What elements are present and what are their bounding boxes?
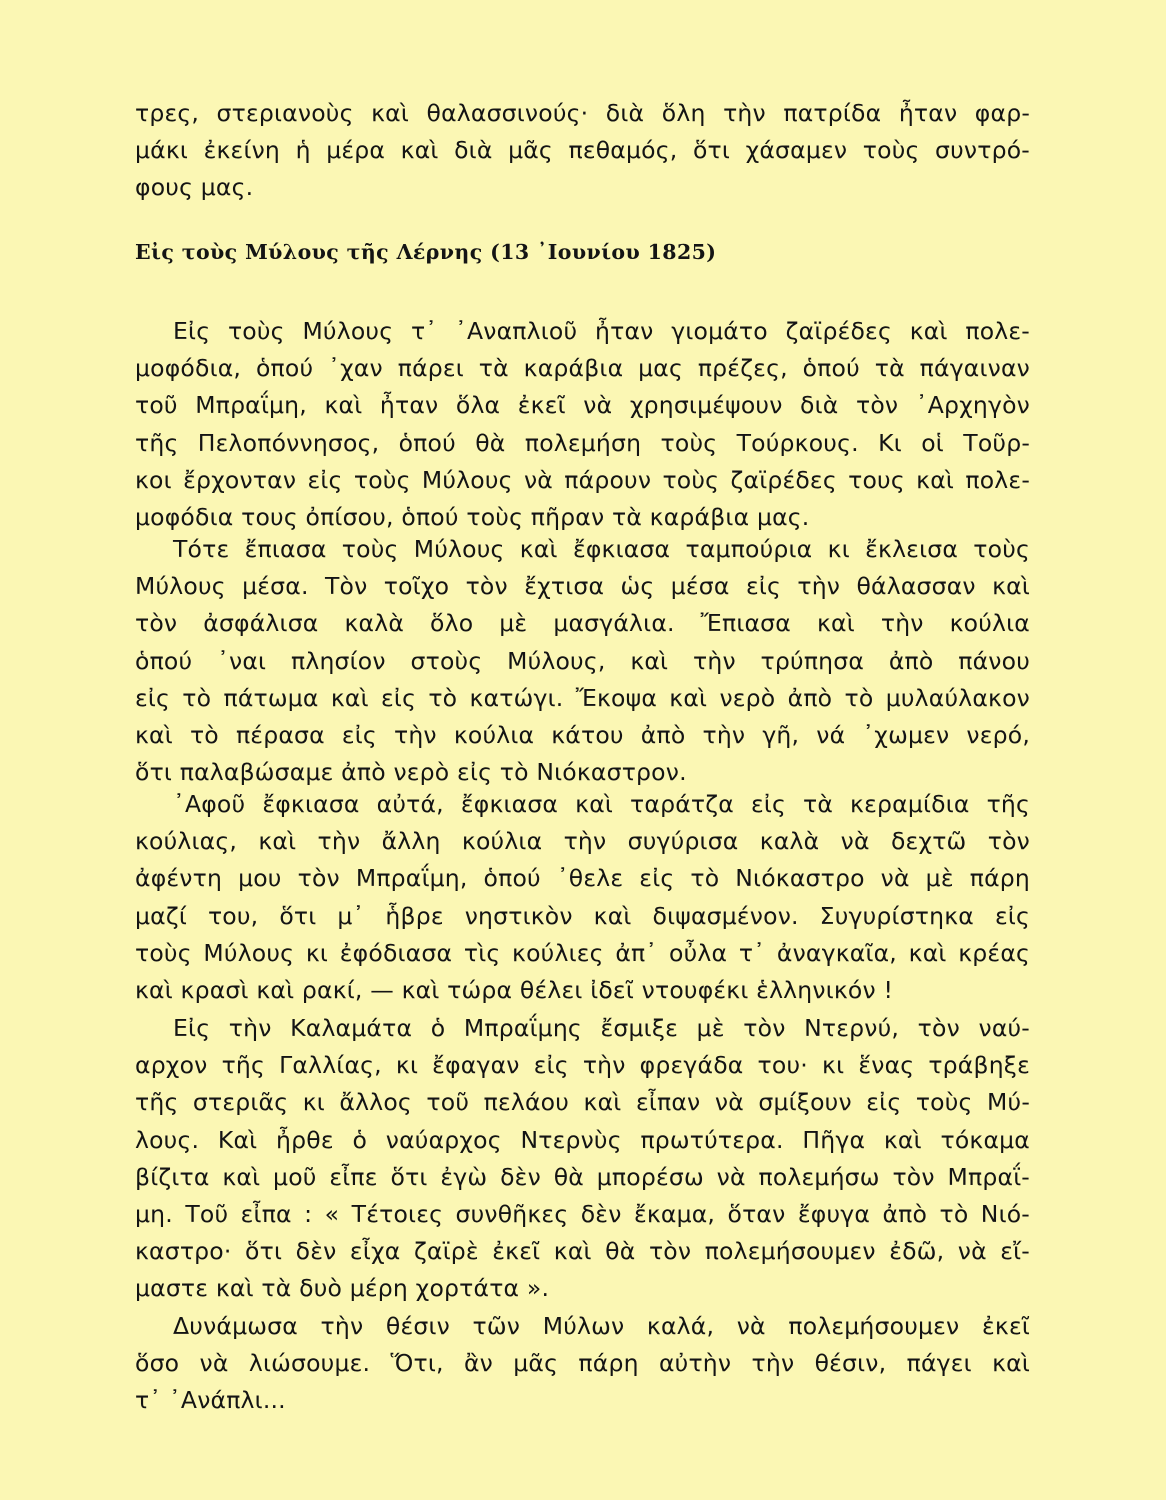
text-line: αρχον τῆς Γαλλίας, κι ἔφαγαν εἰς τὴν φρεγάδα του· κι ἕνας τράβηξε [135,1051,1030,1080]
paragraph-5 [135,1308,1030,1420]
text-line: λους. Καὶ ἦρθε ὁ ναύαρχος Ντερνὺς πρωτύτερα. Πῆγα καὶ τόκαμα [135,1125,1030,1154]
text-line: μοφόδια, ὁπού ᾽χαν πάρει τὰ καράβια μας πρέζες, ὁπού τὰ πάγαιναν [135,354,1030,383]
text-line: καστρο· ὅτι δὲν εἶχα ζαϊρὲ ἐκεῖ καὶ θὰ τὸν πολεμήσουμεν ἐδῶ, νὰ εἴ- [135,1237,1030,1266]
text-line: μάκι ἐκείνη ἡ μέρα καὶ διὰ μᾶς πεθαμός, ὅτι χάσαμεν τοὺς συντρό- [135,136,1030,165]
text-line: καὶ κρασὶ καὶ ρακί, — καὶ τώρα θέλει ἰδεῖ ντουφέκι ἑλληνικόν ! [135,975,894,1004]
text-line: φους μας. [135,173,254,202]
text-line: ἀφέντη μου τὸν Μπραΐμη, ὁπού ᾽θελε εἰς τὸ Νιόκαστρο νὰ μὲ πάρη [135,864,1030,893]
text-line: τρες, στεριανοὺς καὶ θαλασσινούς· διὰ ὅλη τὴν πατρίδα ἦταν φαρ- [135,99,1030,127]
paragraph-4 [135,1010,1030,1308]
text-line: τῆς στεριᾶς κι ἄλλος τοῦ πελάου καὶ εἶπαν νὰ σμίξουν εἰς τοὺς Μύ- [135,1088,1030,1117]
text-line: μοφόδια τους ὀπίσου, ὁπού τοὺς πῆραν τὰ καράβια μας. [135,502,810,531]
text-line: καὶ τὸ πέρασα εἰς τὴν κούλια κάτου ἀπὸ τὴν γῆ, νά ᾽χωμεν νερό, [135,720,1030,749]
paragraph-1 [135,313,1030,536]
paragraph-3 [135,786,1030,1009]
text-line: κοι ἔρχονταν εἰς τοὺς Μύλους νὰ πάρουν τοὺς ζαϊρέδες τους καὶ πολε- [135,465,1030,494]
text-line: μαστε καὶ τὰ δυὸ μέρη χορτάτα ». [135,1274,550,1303]
text-line: ὁπού ᾽ναι πλησίον στοὺς Μύλους, καὶ τὴν τρύπησα ἀπὸ πάνου [135,646,1030,675]
text-line: τοῦ Μπραΐμη, καὶ ἦταν ὅλα ἐκεῖ νὰ χρησιμέψουν διὰ τὸν ᾽Αρχηγὸν [135,391,1030,420]
paragraph-2 [135,531,1030,791]
opening-paragraph [135,95,1030,207]
text-line: Δυνάμωσα τὴν θέσιν τῶν Μύλων καλά, νὰ πολεμήσουμεν ἐκεῖ [173,1312,1030,1340]
text-line: τοὺς Μύλους κι ἐφόδιασα τὶς κούλιες ἀπ᾽ οὖλα τ᾽ ἀναγκαῖα, καὶ κρέας [135,938,1030,967]
text-line: εἰς τὸ πάτωμα καὶ εἰς τὸ κατώγι. Ἔκοψα καὶ νερὸ ἀπὸ τὸ μυλαύλακον [135,683,1030,712]
text-line: μαζί του, ὅτι μ᾽ ἧβρε νηστικὸν καὶ διψασμένον. Συγυρίστηκα εἰς [135,901,1030,930]
text-line: τῆς Πελοπόννησος, ὁπού θὰ πολεμήση τοὺς Τούρκους. Κι οἱ Τοῦρ- [135,428,1030,457]
text-line: μη. Τοῦ εἶπα : « Τέτοιες συνθῆκες δὲν ἔκαμα, ὅταν ἔφυγα ἀπὸ τὸ Νιό- [135,1199,1030,1228]
section-heading: Εἰς τοὺς Μύλους τῆς Λέρνης (13 ᾽Ιουνίου 1825) [135,240,717,264]
text-line: τὸν ἀσφάλισα καλὰ ὅλο μὲ μασγάλια. Ἔπιασα καὶ τὴν κούλια [135,609,1030,638]
text-line: βίζιτα καὶ μοῦ εἶπε ὅτι ἐγὼ δὲν θὰ μπορέσω νὰ πολεμήσω τὸν Μπραΐ- [135,1162,1030,1191]
text-line: τ᾽ ᾽Ανάπλι... [135,1386,286,1415]
text-line: Εἰς τὴν Καλαμάτα ὁ Μπραΐμης ἔσμιξε μὲ τὸν Ντερνύ, τὸν ναύ- [173,1014,1030,1042]
text-line: Μύλους μέσα. Τὸν τοῖχο τὸν ἔχτισα ὡς μέσα εἰς τὴν θάλασσαν καὶ [135,572,1030,601]
text-line: ὅτι παλαβώσαμε ἀπὸ νερὸ εἰς τὸ Νιόκαστρον. [135,758,687,787]
text-line: ὅσο νὰ λιώσουμε. Ὅτι, ἂν μᾶς πάρη αὐτὴν τὴν θέσιν, πάγει καὶ [135,1349,1030,1378]
text-line: κούλιας, καὶ τὴν ἄλλη κούλια τὴν συγύρισα καλὰ νὰ δεχτῶ τὸν [135,827,1030,856]
text-line: Εἰς τοὺς Μύλους τ᾽ ᾽Αναπλιοῦ ἦταν γιομάτο ζαϊρέδες καὶ πολε- [173,317,1030,345]
text-line: Τότε ἔπιασα τοὺς Μύλους καὶ ἔφκιασα ταμπούρια κι ἔκλεισα τοὺς [173,535,1030,563]
text-line: ᾽Αφοῦ ἔφκιασα αὐτά, ἔφκιασα καὶ ταράτζα εἰς τὰ κεραμίδια τῆς [173,790,1030,818]
